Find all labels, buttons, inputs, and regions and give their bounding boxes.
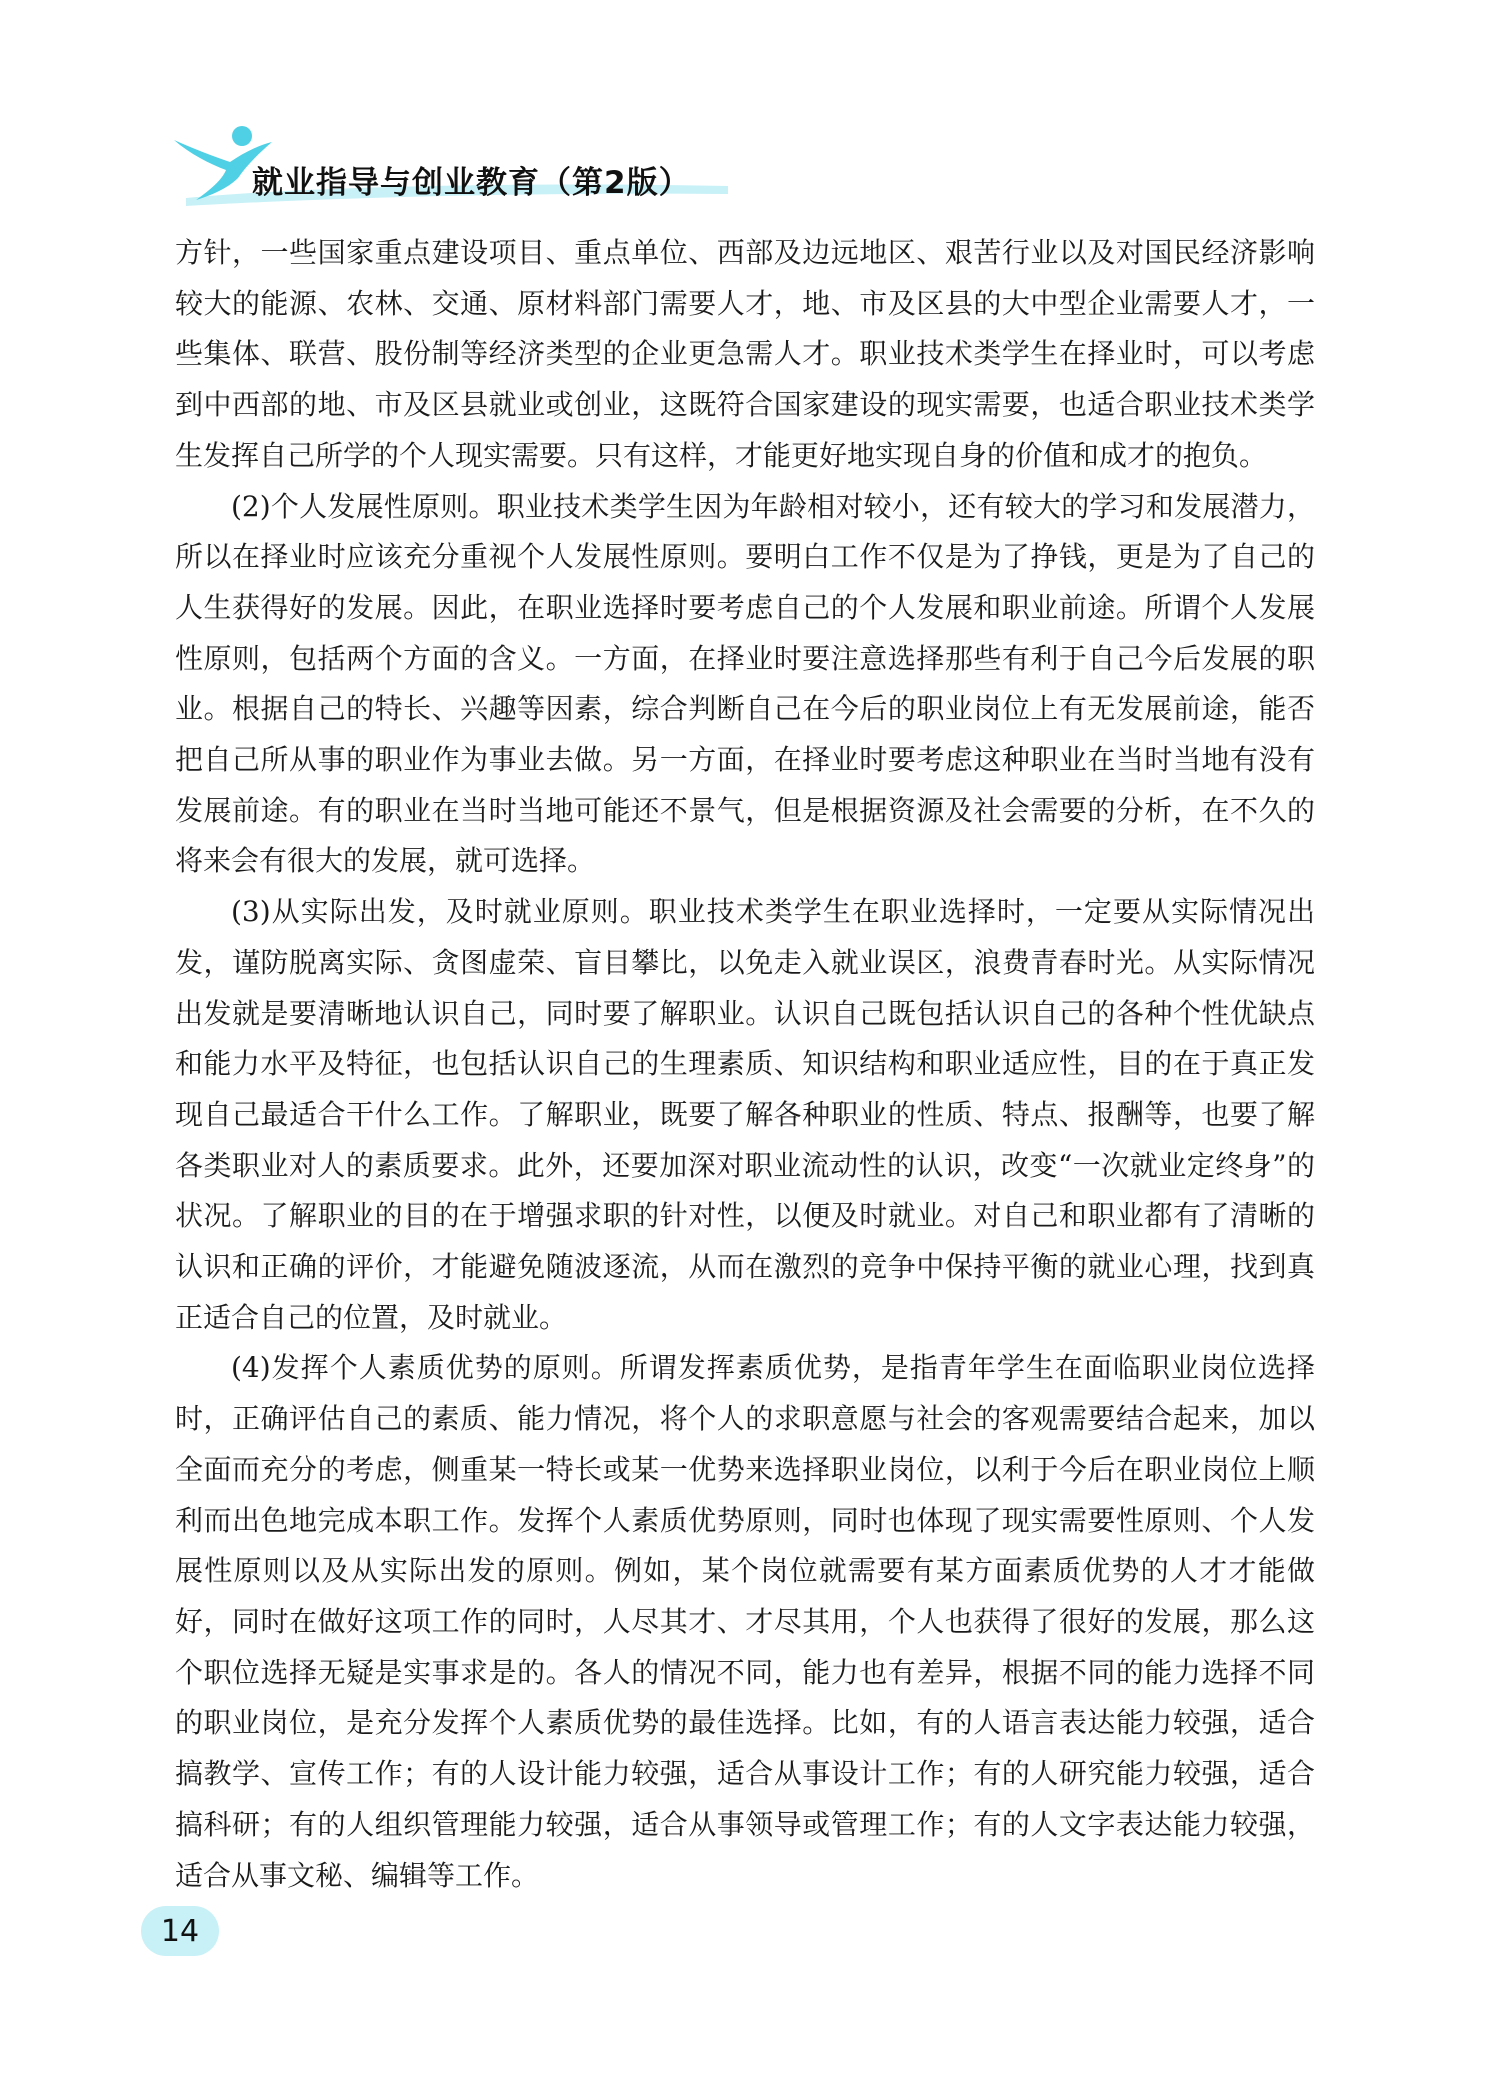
page-number: 14 <box>141 1906 219 1956</box>
paragraph-personal-development: (2)个人发展性原则。职业技术类学生因为年龄相对较小，还有较大的学习和发展潜力，所以在择业时应该充分重视个人发展性原则。要明白工作不仅是为了挣钱，更是为了自己的人生获得好的发展。因此，在职业选择时要考虑自己的个人发展和职业前途。所谓个人发展性原则，包括两个方面的含义。一方面，在择业时要注意选择那些有利于自己今后发展的职业。根据自己的特长、兴趣等因素，综合判断自己在今后的职业岗位上有无发展前途，能否把自己所从事的职业作为事业去做。另一方面，在择业时要考虑这种职业在当时当地有没有发展前途。有的职业在当时当地可能还不景气，但是根据资源及社会需要的分析，在不久的将来会有很大的发展，就可选择。 <box>175 489 1315 878</box>
paragraph-practical-employment: (3)从实际出发，及时就业原则。职业技术类学生在职业选择时，一定要从实际情况出发，谨防脱离实际、贪图虚荣、盲目攀比，以免走入就业误区，浪费青春时光。从实际情况出发就是要清晰地认识自己，同时要了解职业。认识自己既包括认识自己的各种个性优缺点和能力水平及特征，也包括认识自己的生理素质、知识结构和职业适应性，目的在于真正发现自己最适合干什么工作。了解职业，既要了解各种职业的性质、特点、报酬等，也要了解各类职业对人的素质要求。此外，还要加深对职业流动性的认识，改变“一次就业定终身”的状况。了解职业的目的在于增强求职的针对性，以便及时就业。对自己和职业都有了清晰的认识和正确的评价，才能避免随波逐流，从而在激烈的竞争中保持平衡的就业心理，找到真正适合自己的位置，及时就业。 <box>175 895 1315 1334</box>
running-header <box>172 120 732 210</box>
body-text <box>175 228 1315 1901</box>
paragraph-personal-strengths: (4)发挥个人素质优势的原则。所谓发挥素质优势，是指青年学生在面临职业岗位选择时，正确评估自己的素质、能力情况，将个人的求职意愿与社会的客观需要结合起来，加以全面而充分的考虑，侧重某一特长或某一优势来选择职业岗位，以利于今后在职业岗位上顺利而出色地完成本职工作。发挥个人素质优势原则，同时也体现了现实需要性原则、个人发展性原则以及从实际出发的原则。例如，某个岗位就需要有某方面素质优势的人才才能做好，同时在做好这项工作的同时，人尽其才、才尽其用，个人也获得了很好的发展，那么这个职位选择无疑是实事求是的。各人的情况不同，能力也有差异，根据不同的能力选择不同的职业岗位，是充分发挥个人素质优势的最佳选择。比如，有的人语言表达能力较强，适合搞教学、宣传工作；有的人设计能力较强，适合从事设计工作；有的人研究能力较强，适合搞科研；有的人组织管理能力较强，适合从事领导或管理工作；有的人文字表达能力较强，适合从事文秘、编辑等工作。 <box>175 1351 1315 1892</box>
paragraph-continuation: 方针，一些国家重点建设项目、重点单位、西部及边远地区、艰苦行业以及对国民经济影响较大的能源、农林、交通、原材料部门需要人才，地、市及区县的大中型企业需要人才，一些集体、联营、股份制等经济类型的企业更急需人才。职业技术类学生在择业时，可以考虑到中西部的地、市及区县就业或创业，这既符合国家建设的现实需要，也适合职业技术类学生发挥自己所学的个人现实需要。只有这样，才能更好地实现自身的价值和成才的抱负。 <box>175 236 1315 472</box>
book-title: 就业指导与创业教育（第2版） <box>252 165 691 201</box>
